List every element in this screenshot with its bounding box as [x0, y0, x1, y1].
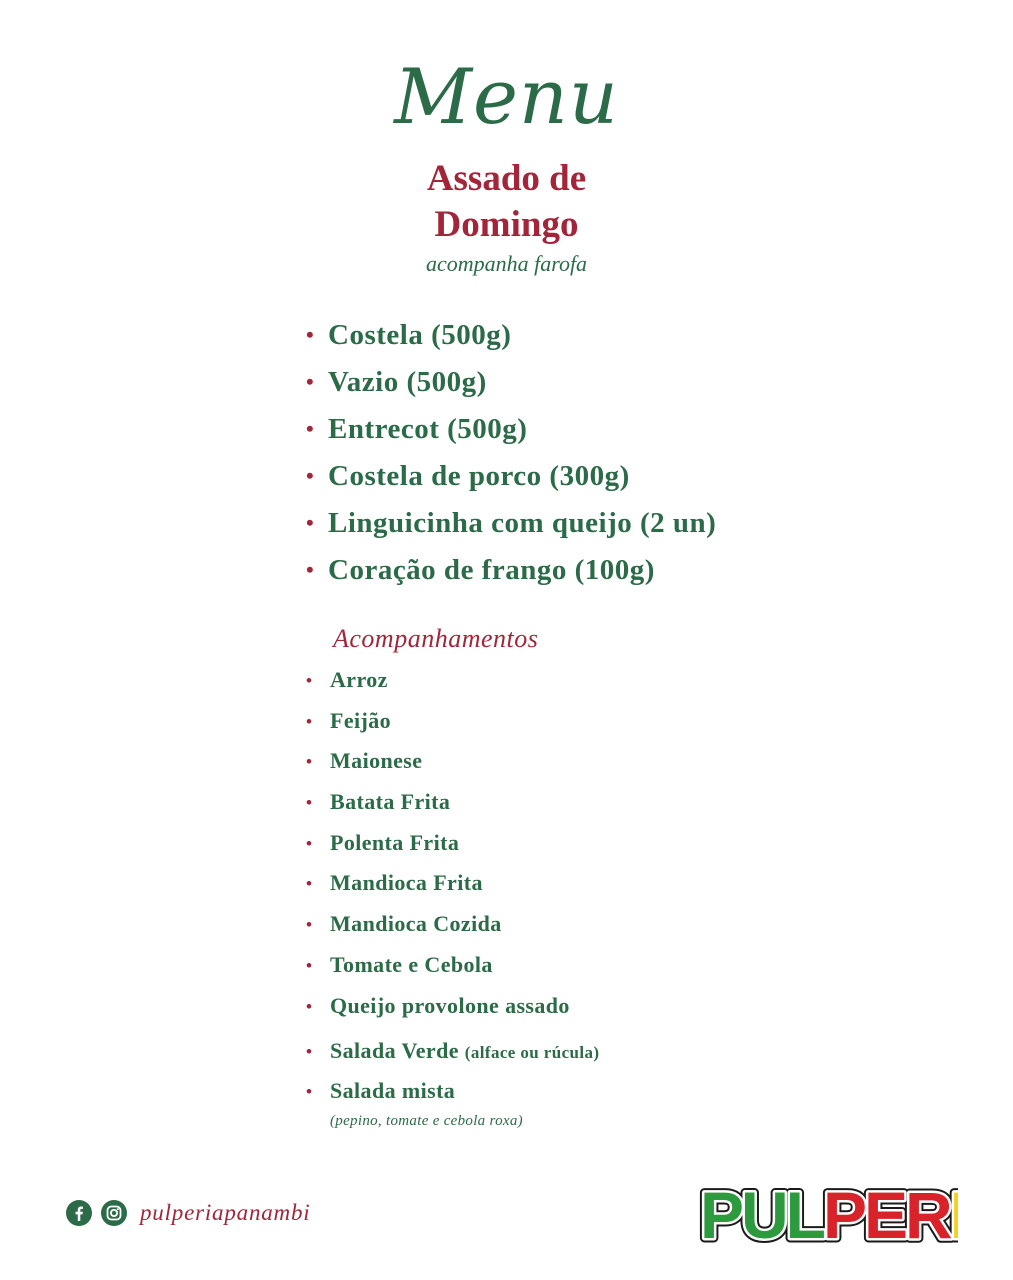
- list-item: [306, 504, 716, 551]
- bullet-icon: •: [306, 557, 315, 582]
- item-label: Salada Verde: [330, 1037, 459, 1063]
- list-item: [306, 664, 599, 705]
- bullet-icon: •: [306, 510, 315, 535]
- social-handle[interactable]: pulperiapanambi: [140, 1200, 311, 1225]
- bullet-icon: •: [306, 463, 315, 488]
- item-label: Arroz: [330, 667, 388, 692]
- item-label: Vazio (500g): [328, 366, 487, 398]
- section-title-line2: Domingo: [434, 204, 579, 245]
- bullet-icon: •: [306, 322, 315, 347]
- list-item: [306, 363, 716, 410]
- item-label: Batata Frita: [330, 789, 451, 815]
- list-item: [306, 827, 599, 868]
- item-label: Feijão: [330, 707, 392, 733]
- list-item: [306, 1035, 599, 1076]
- bullet-icon: •: [306, 1082, 313, 1102]
- list-item: [306, 949, 599, 990]
- item-label: Mandioca Cozida: [330, 911, 502, 937]
- item-label: Tomate e Cebola: [330, 951, 493, 977]
- bullet-icon: •: [306, 1041, 313, 1061]
- bullet-icon: •: [306, 793, 313, 813]
- list-item: [306, 457, 716, 504]
- bullet-icon: •: [306, 671, 313, 690]
- list-item: [306, 410, 716, 457]
- logo-outline: PULPER: [700, 1178, 950, 1252]
- item-label: Queijo provolone assado: [330, 992, 570, 1018]
- menu-title: Menu: [394, 52, 619, 141]
- bullet-icon: •: [306, 996, 313, 1016]
- item-label: Polenta Frita: [330, 829, 460, 855]
- bullet-icon: •: [306, 833, 313, 853]
- pulperia-logo-graphic: [696, 1168, 958, 1254]
- main-items-list: [306, 316, 716, 598]
- list-item: [306, 1075, 599, 1116]
- facebook-icon[interactable]: [66, 1200, 92, 1226]
- bullet-icon: •: [306, 369, 315, 394]
- section-title: [0, 156, 1013, 248]
- item-label: Salada mista: [330, 1078, 456, 1104]
- list-item: [306, 316, 716, 363]
- bullet-icon: •: [306, 416, 315, 441]
- sides-heading: Acompanhamentos: [333, 624, 539, 653]
- list-item: [306, 745, 599, 786]
- social-links: [66, 1198, 310, 1228]
- item-label: Maionese: [330, 748, 423, 774]
- sides-list: [306, 664, 599, 1116]
- section-title-line1: Assado de: [426, 158, 587, 199]
- item-label: Coração de frango (100g): [328, 554, 655, 586]
- bullet-icon: •: [306, 915, 313, 935]
- pulperia-logo: [696, 1168, 958, 1254]
- item-label: Entrecot (500g): [328, 413, 528, 445]
- list-item: [306, 551, 716, 598]
- logo-text: PULPER: [700, 1178, 950, 1252]
- item-label: Costela (500g): [328, 319, 512, 351]
- list-item: [306, 990, 599, 1035]
- item-label: Costela de porco (300g): [328, 460, 630, 492]
- item-label: Linguicinha com queijo (2 un): [328, 507, 717, 539]
- bullet-icon: •: [306, 955, 313, 975]
- list-item: [306, 786, 599, 827]
- instagram-icon[interactable]: [101, 1200, 127, 1226]
- bullet-icon: •: [306, 711, 313, 731]
- list-item: [306, 908, 599, 949]
- bullet-icon: •: [306, 874, 313, 894]
- salada-verde-note: (alface ou rúcula): [464, 1042, 600, 1062]
- section-subtitle: acompanha farofa: [425, 251, 588, 276]
- list-item: [306, 867, 599, 908]
- bullet-icon: •: [306, 752, 313, 772]
- list-item: [306, 705, 599, 746]
- logo-inner-outline: PULPER: [700, 1178, 950, 1252]
- salada-mista-note: (pepino, tomate e cebola roxa): [330, 1113, 523, 1129]
- item-label: Mandioca Frita: [330, 870, 483, 896]
